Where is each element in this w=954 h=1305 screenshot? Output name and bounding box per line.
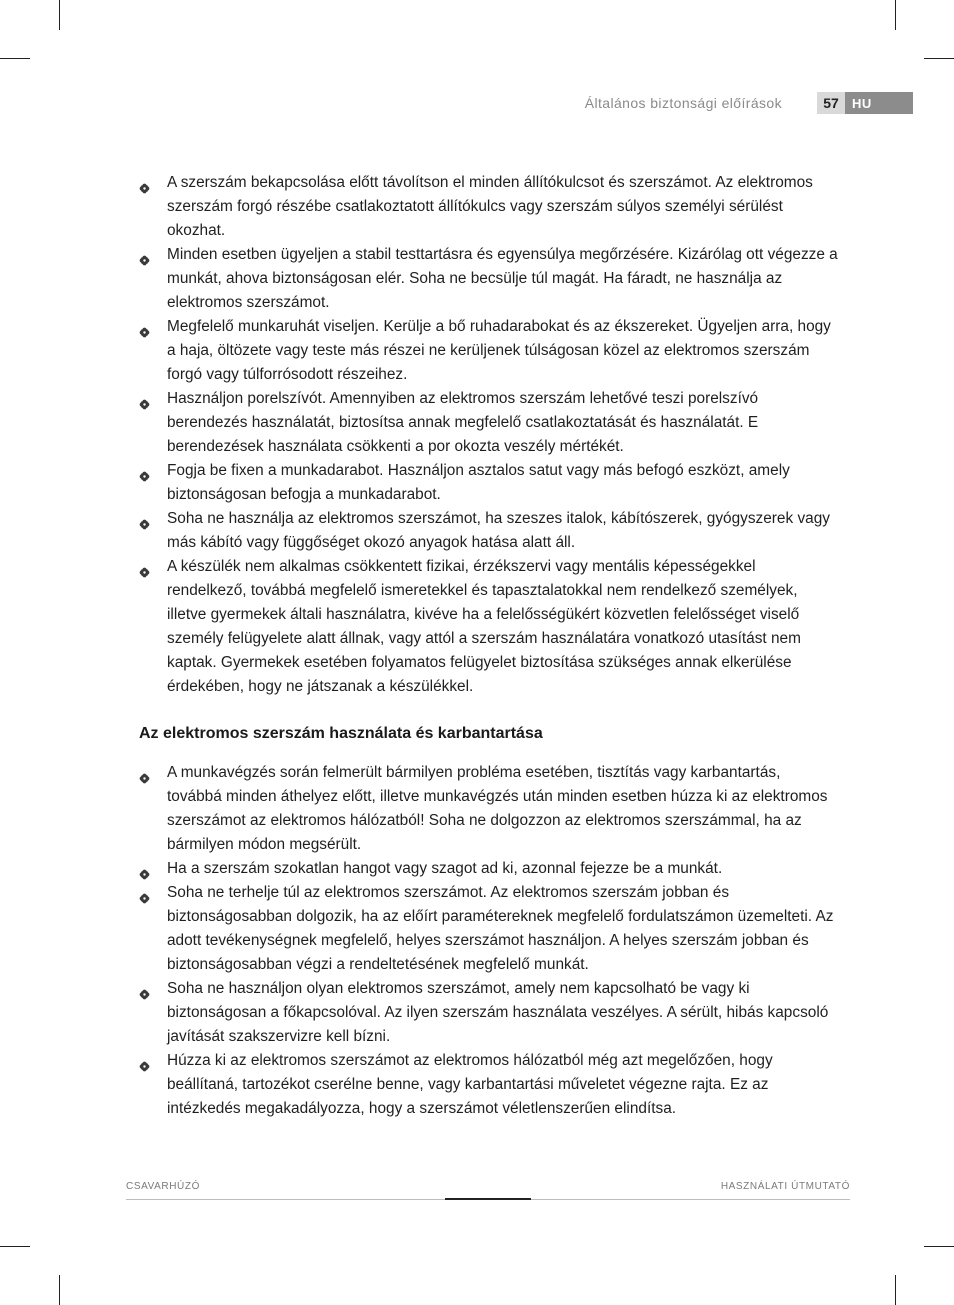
list-item-text: Húzza ki az elektromos szerszámot az elektromos hálózatból még azt megelőzően, hogy beállítaná, tartozékot cserélne benne, vagy karbantartási műveletet végezne rajta. Ez az intézkedés megakadályozza, hogy a szerszámot véletlenszerűen elindítsa.: [167, 1052, 773, 1117]
flower-bullet-icon: [139, 250, 150, 261]
crop-mark: [0, 1246, 30, 1247]
list-item: [139, 507, 839, 555]
flower-bullet-icon: [139, 562, 150, 573]
list-item-text: Használjon porelszívót. Amennyiben az elektromos szerszám lehetővé teszi porelszívó berendezés használatát, biztosítsa annak megfelelő csatlakoztatását és használatát. E berendezések használata csökkenti a por okozta veszély mértékét.: [167, 390, 759, 455]
list-item: [139, 459, 839, 507]
footer-product-name: CSAVARHÚZÓ: [126, 1181, 200, 1192]
crop-mark: [59, 1275, 60, 1305]
list-item: [139, 761, 839, 857]
flower-bullet-icon: [139, 394, 150, 405]
list-item: [139, 555, 839, 699]
section-heading: Az elektromos szerszám használata és karbantartása: [139, 725, 543, 742]
safety-list-general: [139, 171, 839, 699]
flower-bullet-icon: [139, 984, 150, 995]
crop-mark: [59, 0, 60, 30]
language-tab: HU: [845, 92, 913, 114]
list-item-text: Megfelelő munkaruhát viseljen. Kerülje a bő ruhadarabokat és az ékszereket. Ügyeljen arra, hogy a haja, öltözete vagy teste más részei ne kerüljenek túlságosan közel az elektromos szerszám forgó vagy túlforrósodott részeihez.: [167, 318, 831, 383]
list-item: [139, 387, 839, 459]
list-item: [139, 171, 839, 243]
flower-bullet-icon: [139, 178, 150, 189]
list-item-text: Minden esetben ügyeljen a stabil testtartásra és egyensúlya megőrzésére. Kizárólag ott végezze a munkát, ahova biztonságosan elér. Soha ne becsülje túl magát. Ha fáradt, ne használja az elektromos szerszámot.: [167, 246, 838, 311]
flower-bullet-icon: [139, 514, 150, 525]
flower-bullet-icon: [139, 466, 150, 477]
list-item: [139, 315, 839, 387]
running-header-title: Általános biztonsági előírások: [584, 95, 782, 111]
flower-bullet-icon: [139, 1056, 150, 1067]
flower-bullet-icon: [139, 888, 150, 899]
list-item-text: Soha ne használja az elektromos szerszámot, ha szeszes italok, kábítószerek, gyógyszerek vagy más kábító vagy függőséget okozó anyagok hatása alatt áll.: [167, 510, 830, 551]
safety-list-usage: [139, 761, 839, 1121]
list-item-text: A munkavégzés során felmerült bármilyen probléma esetében, tisztítás vagy karbantartás, továbbá minden áthelyez előtt, illetve munkavégzés után minden esetben húzza ki az elektromos szerszámot az elektromos hálózatból! Soha ne dolgozzon az elektromos szerszámmal, ha az bármilyen módon megsérült.: [167, 764, 828, 853]
crop-mark: [924, 58, 954, 59]
page-number: 57: [817, 92, 845, 114]
list-item: [139, 1049, 839, 1121]
crop-mark: [895, 1275, 896, 1305]
flower-bullet-icon: [139, 864, 150, 875]
flower-bullet-icon: [139, 768, 150, 779]
list-item: [139, 881, 839, 977]
list-item-text: Soha ne terhelje túl az elektromos szerszámot. Az elektromos szerszám jobban és biztonságosabban dolgozik, ha az előírt paramétereknek megfelelő fordulatszámon üzemelteti. Az adott tevékenységnek megfelelő, helyes szerszámot használjon. A helyes szerszám jobban és biztonságosabban végzi a rendeltetésének megfelelő munkát.: [167, 884, 834, 973]
list-item: [139, 857, 839, 881]
list-item-text: A szerszám bekapcsolása előtt távolítson el minden állítókulcsot és szerszámot. Az elektromos szerszám forgó részébe csatlakoztatott állítókulcs vagy szerszám súlyos személyi sérülést okozhat.: [167, 174, 813, 239]
list-item-text: Ha a szerszám szokatlan hangot vagy szagot ad ki, azonnal fejezze be a munkát.: [167, 860, 723, 877]
crop-mark: [924, 1246, 954, 1247]
footer-manual-label: HASZNÁLATI ÚTMUTATÓ: [720, 1181, 850, 1192]
crop-mark: [0, 58, 30, 59]
list-item: [139, 977, 839, 1049]
list-item-text: A készülék nem alkalmas csökkentett fizikai, érzékszervi vagy mentális képességekkel rendelkező, továbbá megfelelő ismeretekkel és tapasztalatokkal nem rendelkező személyek, illetve gyermekek általi használatra, kivéve ha a felelősségükért közvetlen felelősséget viselő személy felügyelete alatt állnak, vagy attól a szerszám használatára vonatkozó utasítást nem kaptak. Gyermekek esetében folyamatos felügyelet biztosítása szükséges annak elkerülése érdekében, hogy ne játszanak a készülékkel.: [167, 558, 801, 695]
list-item: [139, 243, 839, 315]
flower-bullet-icon: [139, 322, 150, 333]
footer-rule-accent: [445, 1198, 531, 1200]
page-body: [139, 171, 839, 1121]
list-item-text: Fogja be fixen a munkadarabot. Használjon asztalos satut vagy más befogó eszközt, amely biztonságosan befogja a munkadarabot.: [167, 462, 790, 503]
list-item-text: Soha ne használjon olyan elektromos szerszámot, amely nem kapcsolható be vagy ki biztonságosan a főkapcsolóval. Az ilyen szerszám használata veszélyes. A sérült, hibás kapcsoló javítását szakszervizre kell bízni.: [167, 980, 829, 1045]
crop-mark: [895, 0, 896, 30]
